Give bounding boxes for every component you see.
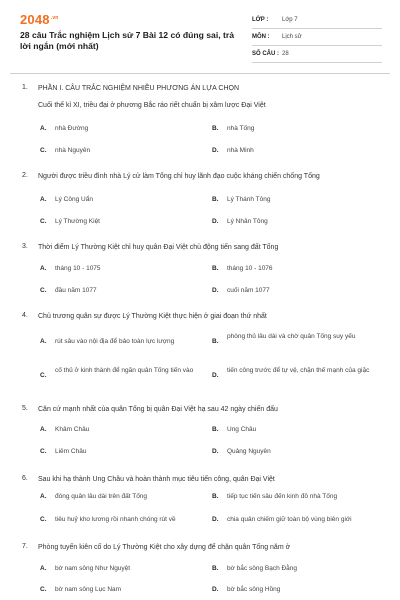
question-text: Cuối thế kỉ XI, triều đại ở phương Bắc ráo riết chuẩn bị xâm lược Đại Việt	[38, 102, 266, 109]
question-number: 7.	[22, 543, 28, 550]
question-number: 1.	[22, 84, 28, 91]
option-letter: C.	[40, 586, 47, 593]
option-text: cố thủ ở kinh thành để ngăn quân Tống tiến vào	[55, 367, 194, 374]
question-number: 6.	[22, 475, 28, 482]
question-text: Chủ trương quân sự được Lý Thường Kiệt thực hiện ở giai đoạn thứ nhất	[38, 313, 267, 320]
option-text: Liêm Châu	[55, 448, 87, 455]
option-text: đầu năm 1077	[55, 287, 97, 294]
option-letter: B.	[212, 125, 219, 132]
meta-value: 28	[282, 51, 289, 57]
option-letter: A.	[40, 196, 47, 203]
meta-key: LỚP :	[252, 17, 269, 23]
document-title: 28 câu Trắc nghiệm Lịch sử 7 Bài 12 có đúng sai, trả lời ngắn (mới nhất)	[20, 30, 234, 51]
option-letter: D.	[212, 516, 219, 523]
option-text: rút sâu vào nội địa để bảo toàn lực lượng	[55, 338, 175, 345]
logo-text: 2048	[20, 12, 50, 27]
option-letter: A.	[40, 426, 47, 433]
option-letter: B.	[212, 426, 219, 433]
option-letter: B.	[212, 196, 219, 203]
option-text: tháng 10 - 1076	[227, 265, 273, 272]
question-number: 2.	[22, 172, 28, 179]
option-text: Lý Thường Kiệt	[55, 218, 100, 225]
option-letter: B.	[212, 338, 219, 345]
meta-key: MÔN :	[252, 34, 270, 40]
meta-value: Lịch sử	[282, 34, 302, 40]
option-text: nhà Nguyên	[55, 147, 91, 154]
question-number: 5.	[22, 405, 28, 412]
option-letter: C.	[40, 218, 47, 225]
option-text: đóng quân lâu dài trên đất Tống	[55, 493, 148, 500]
meta-table	[252, 12, 382, 63]
option-letter: C.	[40, 372, 47, 379]
option-letter: C.	[40, 287, 47, 294]
option-letter: B.	[212, 565, 219, 572]
option-text: nhà Minh	[227, 147, 254, 154]
option-letter: D.	[212, 147, 219, 154]
header-divider	[10, 73, 390, 74]
option-letter: C.	[40, 147, 47, 154]
option-text: phòng thủ lâu dài và chờ quân Tống suy yếu	[227, 333, 356, 340]
option-letter: C.	[40, 516, 47, 523]
meta-key: SỐ CÂU :	[252, 51, 279, 57]
question-text: Thời điểm Lý Thường Kiệt chỉ huy quân Đại Việt chủ động tiến sang đất Tống	[38, 244, 279, 251]
site-logo[interactable]	[20, 12, 59, 27]
option-text: tiếp tục tiến sâu đến kinh đô nhà Tống	[227, 493, 338, 500]
option-letter: D.	[212, 586, 219, 593]
section-heading: PHẦN I. CÂU TRẮC NGHIỆM NHIỀU PHƯƠNG ÁN LỰA CHỌN	[38, 85, 240, 92]
question-text: Sau khi hạ thành Ung Châu và hoàn thành mục tiêu tiến công, quân Đại Việt	[38, 476, 275, 483]
option-letter: A.	[40, 265, 47, 272]
question-text: Người được triều đình nhà Lý cử làm Tổng chỉ huy lãnh đạo cuộc kháng chiến chống Tống	[38, 173, 320, 180]
option-letter: B.	[212, 265, 219, 272]
option-letter: D.	[212, 448, 219, 455]
question-text: Căn cứ mạnh nhất của quân Tống bị quân Đại Việt hạ sau 42 ngày chiến đấu	[38, 406, 278, 413]
option-text: cuối năm 1077	[227, 287, 270, 294]
option-letter: D.	[212, 372, 219, 379]
option-letter: A.	[40, 338, 47, 345]
page-header	[0, 0, 400, 66]
question-text: Phòng tuyến kiên cố do Lý Thường Kiệt cho xây dựng để chặn quân Tống năm ở	[38, 544, 291, 551]
meta-row-class	[252, 12, 382, 29]
meta-row-count	[252, 46, 382, 63]
option-text: chia quân chiếm giữ toàn bộ vùng biên giới	[227, 516, 352, 523]
option-letter: C.	[40, 448, 47, 455]
option-text: bờ bắc sông Hồng	[227, 586, 281, 593]
option-letter: B.	[212, 493, 219, 500]
option-text: Quảng Nguyên	[227, 448, 271, 455]
question-number: 4.	[22, 312, 28, 319]
option-text: tháng 10 - 1075	[55, 265, 101, 272]
option-text: Ung Châu	[227, 426, 257, 433]
option-text: bờ nam sông Như Nguyệt	[55, 565, 131, 572]
option-letter: A.	[40, 125, 47, 132]
option-text: Lý Nhân Tông	[227, 218, 268, 225]
meta-value: Lớp 7	[282, 17, 298, 23]
option-text: nhà Tống	[227, 125, 255, 132]
option-text: nhà Đường	[55, 125, 89, 132]
question-number: 3.	[22, 243, 28, 250]
meta-row-subject	[252, 29, 382, 46]
option-letter: A.	[40, 565, 47, 572]
option-text: bờ nam sông Lục Nam	[55, 586, 122, 593]
option-text: bờ bắc sông Bạch Đằng	[227, 565, 298, 572]
option-text: Lý Thánh Tông	[227, 196, 271, 203]
option-text: Khâm Châu	[55, 426, 90, 433]
option-letter: D.	[212, 218, 219, 225]
option-text: tiến công trước để tự vệ, chặn thế mạnh của giặc	[227, 367, 370, 374]
option-letter: D.	[212, 287, 219, 294]
option-letter: A.	[40, 493, 47, 500]
option-text: Lý Công Uẩn	[55, 196, 93, 203]
logo-suffix: .vn	[50, 14, 59, 21]
option-text: tiêu huỷ kho lương rồi nhanh chóng rút về	[55, 516, 176, 523]
